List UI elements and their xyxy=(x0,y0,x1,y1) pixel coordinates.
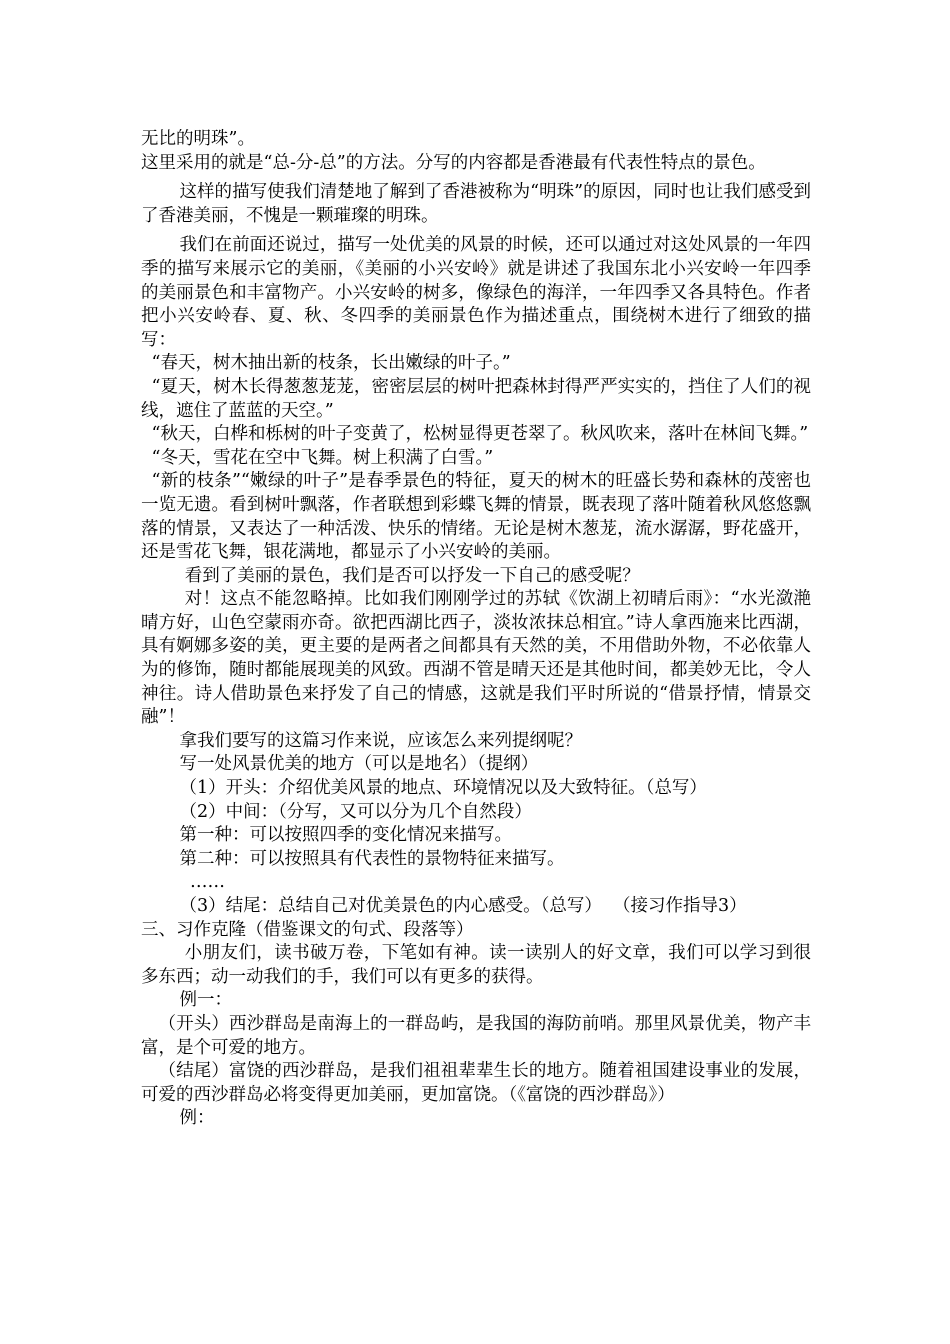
paragraph: 我们在前面还说过，描写一处优美的风景的时候，还可以通过对这处风景的一年四季的描写来展示它的美丽，《美丽的小兴安岭》就是讲述了我国东北小兴安岭一年四季的美丽景色和丰富物产。小兴安岭的树多，像绿色的海洋，一年四季又各具特色。作者把小兴安岭春、夏、秋、冬四季的美丽景色作为描述重点，围绕树木进行了细致的描写： xyxy=(141,235,811,350)
example-label: 例一： xyxy=(179,990,232,1011)
paragraph: 小朋友们，读书破万卷，下笔如有神。读一读别人的好文章，我们可以学习到很多东西；动一动我们的手，我们可以有更多的获得。 xyxy=(141,943,811,987)
example-label: 例： xyxy=(179,1108,215,1129)
paragraph: “新的枝条”“嫩绿的叶子”是春季景色的特征，夏天的树木的旺盛长势和森林的茂密也一览无遗。看到树叶飘落，作者联想到彩蝶飞舞的情景，既表现了落叶随着秋风悠悠飘落的情景，又表达了一种活泼、快乐的情绪。无论是树木葱茏，流水潺潺，野花盛开，还是雪花飞舞，银花满地，都显示了小兴安岭的美丽。 xyxy=(141,471,811,563)
paragraph: （开头）西沙群岛是南海上的一群岛屿，是我国的海防前哨。那里风景优美，物产丰富，是个可爱的地方。 xyxy=(141,1013,811,1058)
outline-ellipsis: …… xyxy=(190,872,225,893)
section-heading: 三、习作克隆（借鉴课文的句式、段落等） xyxy=(141,919,474,940)
paragraph: 对！这点不能忽略掉。比如我们刚刚学过的苏轼《饮湖上初晴后雨》：“水光潋滟晴方好，山色空蒙雨亦奇。欲把西湖比西子，淡妆浓抹总相宜。”诗人拿西施来比西湖，具有婀娜多姿的美，更主要的是两者之间都具有天然的美，不用借助外物，不必依靠人为的修饰，随时都能展现美的风致。西湖不管是晴天还是其他时间，都美妙无比，令人神往。诗人借助景色来抒发了自己的情感，这就是我们平时所说的“借景抒情，情景交融”！ xyxy=(141,589,811,728)
paragraph: “冬天，雪花在空中飞舞。树上积满了白雪。” xyxy=(151,447,494,468)
paragraph: 拿我们要写的这篇习作来说，应该怎么来列提纲呢？ xyxy=(179,730,582,751)
outline-item: 第二种：可以按照具有代表性的景物特征来描写。 xyxy=(179,848,565,869)
paragraph: 无比的明珠”。 xyxy=(141,129,255,149)
paragraph: 看到了美丽的景色，我们是否可以抒发一下自己的感受呢？ xyxy=(184,565,640,586)
outline-item: 第一种：可以按照四季的变化情况来描写。 xyxy=(179,825,512,846)
paragraph: “夏天，树木长得葱葱茏茏，密密层层的树叶把森林封得严严实实的，挡住了人们的视线，遮住了蓝蓝的天空。” xyxy=(141,376,811,421)
paragraph: “秋天，白桦和栎树的叶子变黄了，松树显得更苍翠了。秋风吹来，落叶在林间飞舞。” xyxy=(151,424,809,445)
paragraph: （结尾）富饶的西沙群岛，是我们祖祖辈辈生长的地方。随着祖国建设事业的发展，可爱的西沙群岛必将变得更加美丽，更加富饶。（《富饶的西沙群岛》） xyxy=(141,1061,811,1105)
paragraph: “春天，树木抽出新的枝条，长出嫩绿的叶子。” xyxy=(151,353,511,374)
paragraph: 这里采用的就是“总-分-总”的方法。分写的内容都是香港最有代表性特点的景色。 xyxy=(141,152,766,173)
outline-title: 写一处风景优美的地方（可以是地名）（提纲） xyxy=(179,754,539,775)
outline-item: （1）开头：介绍优美风景的地点、环境情况以及大致特征。（总写） xyxy=(179,778,707,799)
paragraph: 这样的描写使我们清楚地了解到了香港被称为“明珠”的原因，同时也让我们感受到了香港美丽，不愧是一颗璀璨的明珠。 xyxy=(141,182,811,226)
outline-item: （2）中间：（分写，又可以分为几个自然段） xyxy=(179,801,532,822)
outline-item: （3）结尾：总结自己对优美景色的内心感受。（总写） （接习作指导3） xyxy=(179,896,747,916)
document-page xyxy=(141,128,811,1131)
